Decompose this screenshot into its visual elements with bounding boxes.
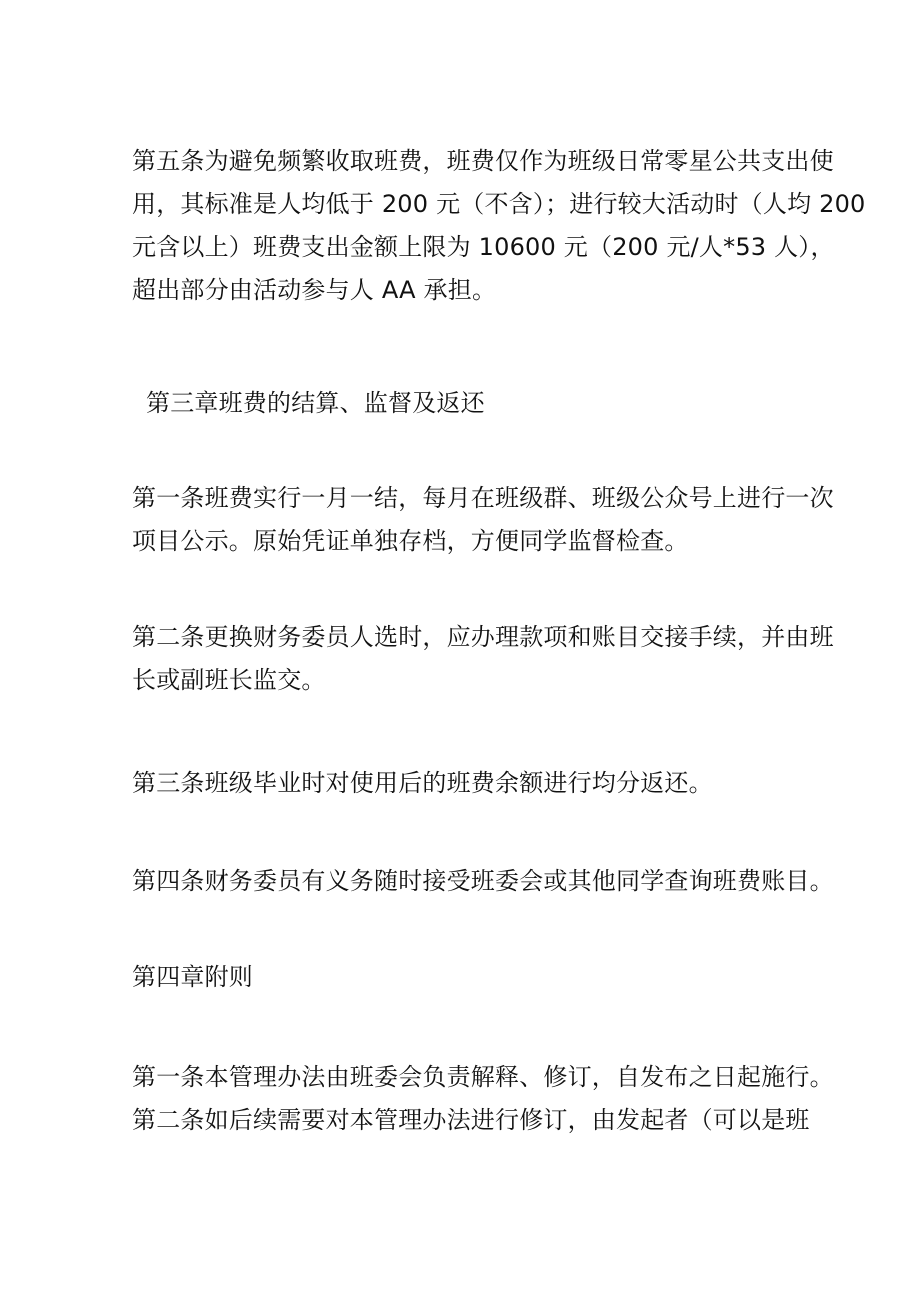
chapter-4-articles-paragraph xyxy=(132,1056,834,1142)
heading-text: 第四章附则 xyxy=(132,963,253,991)
text-line: 第二条更换财务委员人选时，应办理款项和账目交接手续，并由班 xyxy=(132,623,834,651)
text-line: 第五条为避免频繁收取班费，班费仅作为班级日常零星公共支出使 xyxy=(132,147,834,175)
chapter-3-article-3-paragraph xyxy=(132,762,822,805)
text-line: 长或副班长监交。 xyxy=(132,666,326,694)
text-line: 用，其标准是人均低于 200 元（不含）；进行较大活动时（人均 200 xyxy=(132,190,866,218)
text-line: 元含以上）班费支出金额上限为 10600 元（200 元/人*53 人）， xyxy=(132,233,835,261)
chapter-3-article-2-paragraph xyxy=(132,616,834,702)
text-line: 第三条班级毕业时对使用后的班费余额进行均分返还。 xyxy=(132,769,713,797)
text-line: 第四条财务委员有义务随时接受班委会或其他同学查询班费账目。 xyxy=(132,867,834,895)
text-line: 超出部分由活动参与人 AA 承担。 xyxy=(132,276,497,304)
article-5-paragraph xyxy=(132,140,866,312)
chapter-3-article-1-paragraph xyxy=(132,477,834,563)
chapter-4-heading xyxy=(132,956,822,999)
chapter-3-heading xyxy=(146,382,836,425)
heading-text: 第三章班费的结算、监督及返还 xyxy=(146,389,485,417)
chapter-3-article-4-paragraph xyxy=(132,860,834,903)
text-line: 第二条如后续需要对本管理办法进行修订，由发起者（可以是班 xyxy=(132,1106,810,1134)
text-line: 第一条班费实行一月一结，每月在班级群、班级公众号上进行一次 xyxy=(132,484,834,512)
text-line: 第一条本管理办法由班委会负责解释、修订，自发布之日起施行。 xyxy=(132,1063,834,1091)
text-line: 项目公示。原始凭证单独存档，方便同学监督检查。 xyxy=(132,527,689,555)
